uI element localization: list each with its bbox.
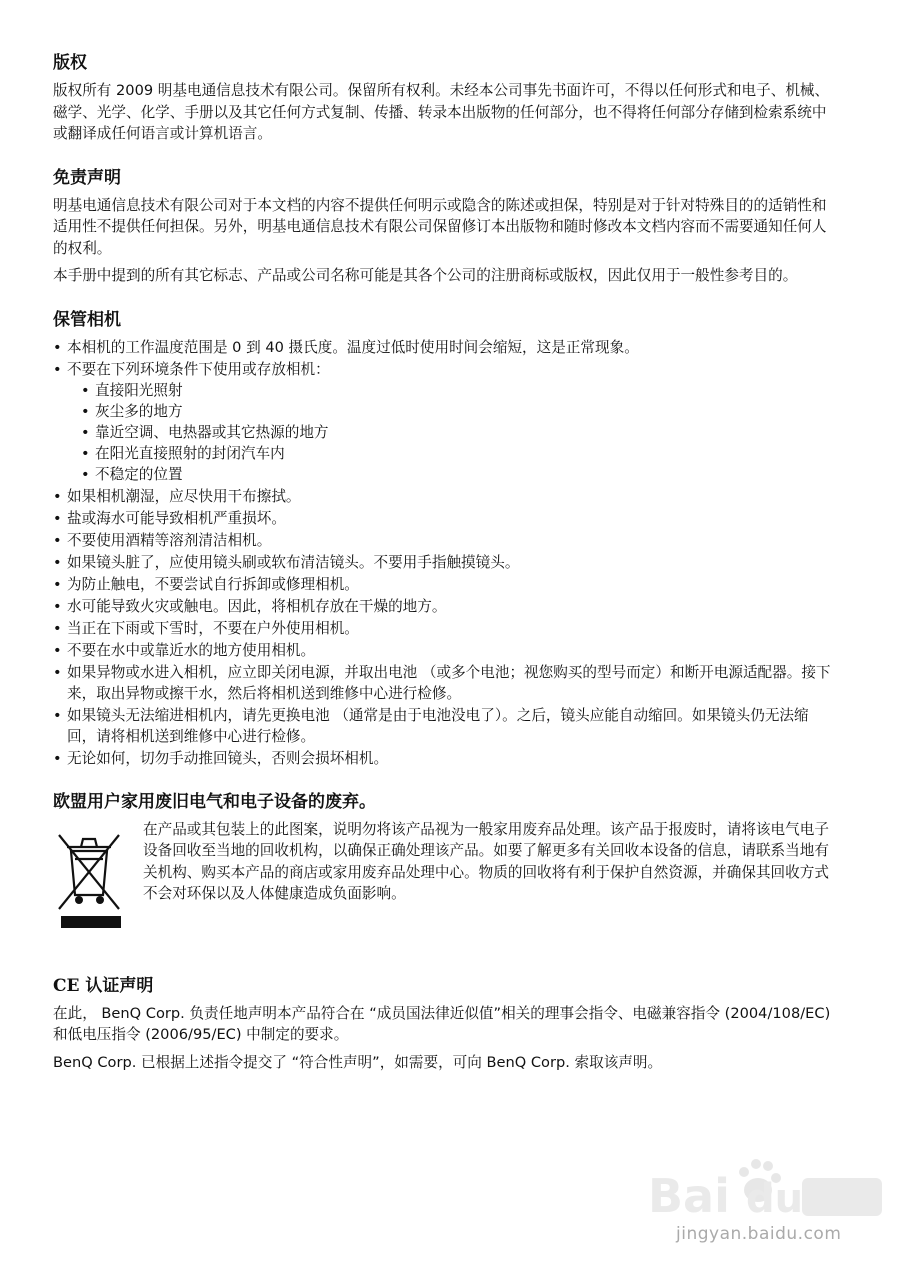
list-item: • 为防止触电，不要尝试自行拆卸或修理相机。 — [53, 574, 835, 595]
copyright-title: 版权 — [53, 53, 87, 73]
copyright-section — [53, 52, 835, 145]
sub-list-item: • 靠近空调、电热器或其它热源的地方 — [67, 422, 835, 443]
ce-title: CE 认证声明 — [53, 975, 154, 996]
camera-care-title: 保管相机 — [53, 309, 121, 330]
list-item: • 如果镜头脏了，应使用镜头刷或软布清洁镜头。不要用手指触摸镜头。 — [53, 552, 835, 573]
watermark-url: jingyan.baidu.com — [676, 1224, 842, 1244]
copyright-body: 版权所有 2009 明基电通信息技术有限公司。保留所有权利。未经本公司事先书面许可，不得以任何形式和电子、机械、磁学、光学、化学、手册以及其它任何方式复制、传播、转录本出版物的任何部分，也不得将任何部分存储到检索系统中或翻译成任何语言或计算机语言。 — [53, 82, 830, 142]
ce-paragraph-2: BenQ Corp. 已根据上述指令提交了 “符合性声明”，如需要，可向 BenQ Corp. 索取该声明。 — [53, 1053, 663, 1071]
list-item: • 盐或海水可能导致相机严重损坏。 — [53, 508, 835, 529]
sub-list-item: • 灰尘多的地方 — [67, 401, 835, 422]
list-item: • 不要在下列环境条件下使用或存放相机： • 直接阳光照射 • 灰尘多的地方 • 靠近空调、电热器或其它热源的地方 • 在阳光直接照射的封闭汽车内 • 不稳定的位置 — [53, 359, 835, 485]
svg-text:Bai: Bai — [648, 1169, 730, 1223]
list-item: • 如果镜头无法缩进相机内，请先更换电池 （通常是由于电池没电了）。之后，镜头应能自动缩回。如果镜头仍无法缩回，请将相机送到维修中心进行检修。 — [53, 705, 835, 747]
sub-list-item: • 不稳定的位置 — [67, 464, 835, 485]
list-item: • 不要使用酒精等溶剂清洁相机。 — [53, 530, 835, 551]
weee-title: 欧盟用户家用废旧电气和电子设备的废弃。 — [53, 791, 376, 812]
list-item: • 不要在水中或靠近水的地方使用相机。 — [53, 640, 835, 661]
camera-care-section — [53, 309, 835, 769]
list-item: • 无论如何，切勿手动推回镜头，否则会损坏相机。 — [53, 748, 835, 769]
svg-text:du: du — [746, 1176, 804, 1222]
environment-sublist — [67, 380, 835, 485]
ce-section — [53, 975, 835, 1074]
disclaimer-section — [53, 167, 835, 287]
list-item: • 如果相机潮湿，应尽快用干布擦拭。 — [53, 486, 835, 507]
list-item: • 当正在下雨或下雪时，不要在户外使用相机。 — [53, 618, 835, 639]
list-item: • 水可能导致火灾或触电。因此，将相机存放在干燥的地方。 — [53, 596, 835, 617]
weee-section — [53, 791, 835, 935]
list-item: • 本相机的工作温度范围是 0 到 40 摄氏度。温度过低时使用时间会缩短，这是正常现象。 — [53, 337, 835, 358]
camera-care-list — [53, 337, 835, 769]
crossed-out-wheelie-bin-icon — [53, 819, 143, 935]
list-item: • 如果异物或水进入相机，应立即关闭电源，并取出电池 （或多个电池；视您购买的型号而定）和断开电源适配器。接下来，取出异物或擦干水，然后将相机送到维修中心进行检修。 — [53, 662, 835, 704]
disclaimer-paragraph-2: 本手册中提到的所有其它标志、产品或公司名称可能是其各个公司的注册商标或版权，因此仅用于一般性参考目的。 — [53, 267, 798, 284]
disclaimer-title: 免责声明 — [53, 167, 121, 188]
disclaimer-paragraph-1: 明基电通信息技术有限公司对于本文档的内容不提供任何明示或隐含的陈述或担保，特别是对于针对特殊目的的适销性和适用性不提供任何担保。另外，明基电通信息技术有限公司保留修订本出版物和随时修改本文档内容而不需要通知任何人的权利。 — [53, 196, 827, 257]
weee-body: 在产品或其包装上的此图案，说明勿将该产品视为一般家用废弃品处理。该产品于报废时，请将该电气电子设备回收至当地的回收机构，以确保正确处理该产品。如要了解更多有关回收本设备的信息，请联系当地有关机构、购买本产品的商店或家用废弃品处理中心。物质的回收将有利于保护自然资源，并确保其回收方式不会对环保以及人体健康造成负面影响。 — [143, 820, 829, 902]
weee-content — [53, 819, 835, 935]
sub-list-item: • 在阳光直接照射的封闭汽车内 — [67, 443, 835, 464]
ce-paragraph-1: 在此， BenQ Corp. 负责任地声明本产品符合在 “成员国法律近似值”相关的理事会指令、电磁兼容指令 (2004/108/EC) 和低电压指令 (2006/95/EC) 中制定的要求。 — [53, 1004, 831, 1043]
document-page — [53, 52, 835, 1095]
sub-list-item: • 直接阳光照射 — [67, 380, 835, 401]
